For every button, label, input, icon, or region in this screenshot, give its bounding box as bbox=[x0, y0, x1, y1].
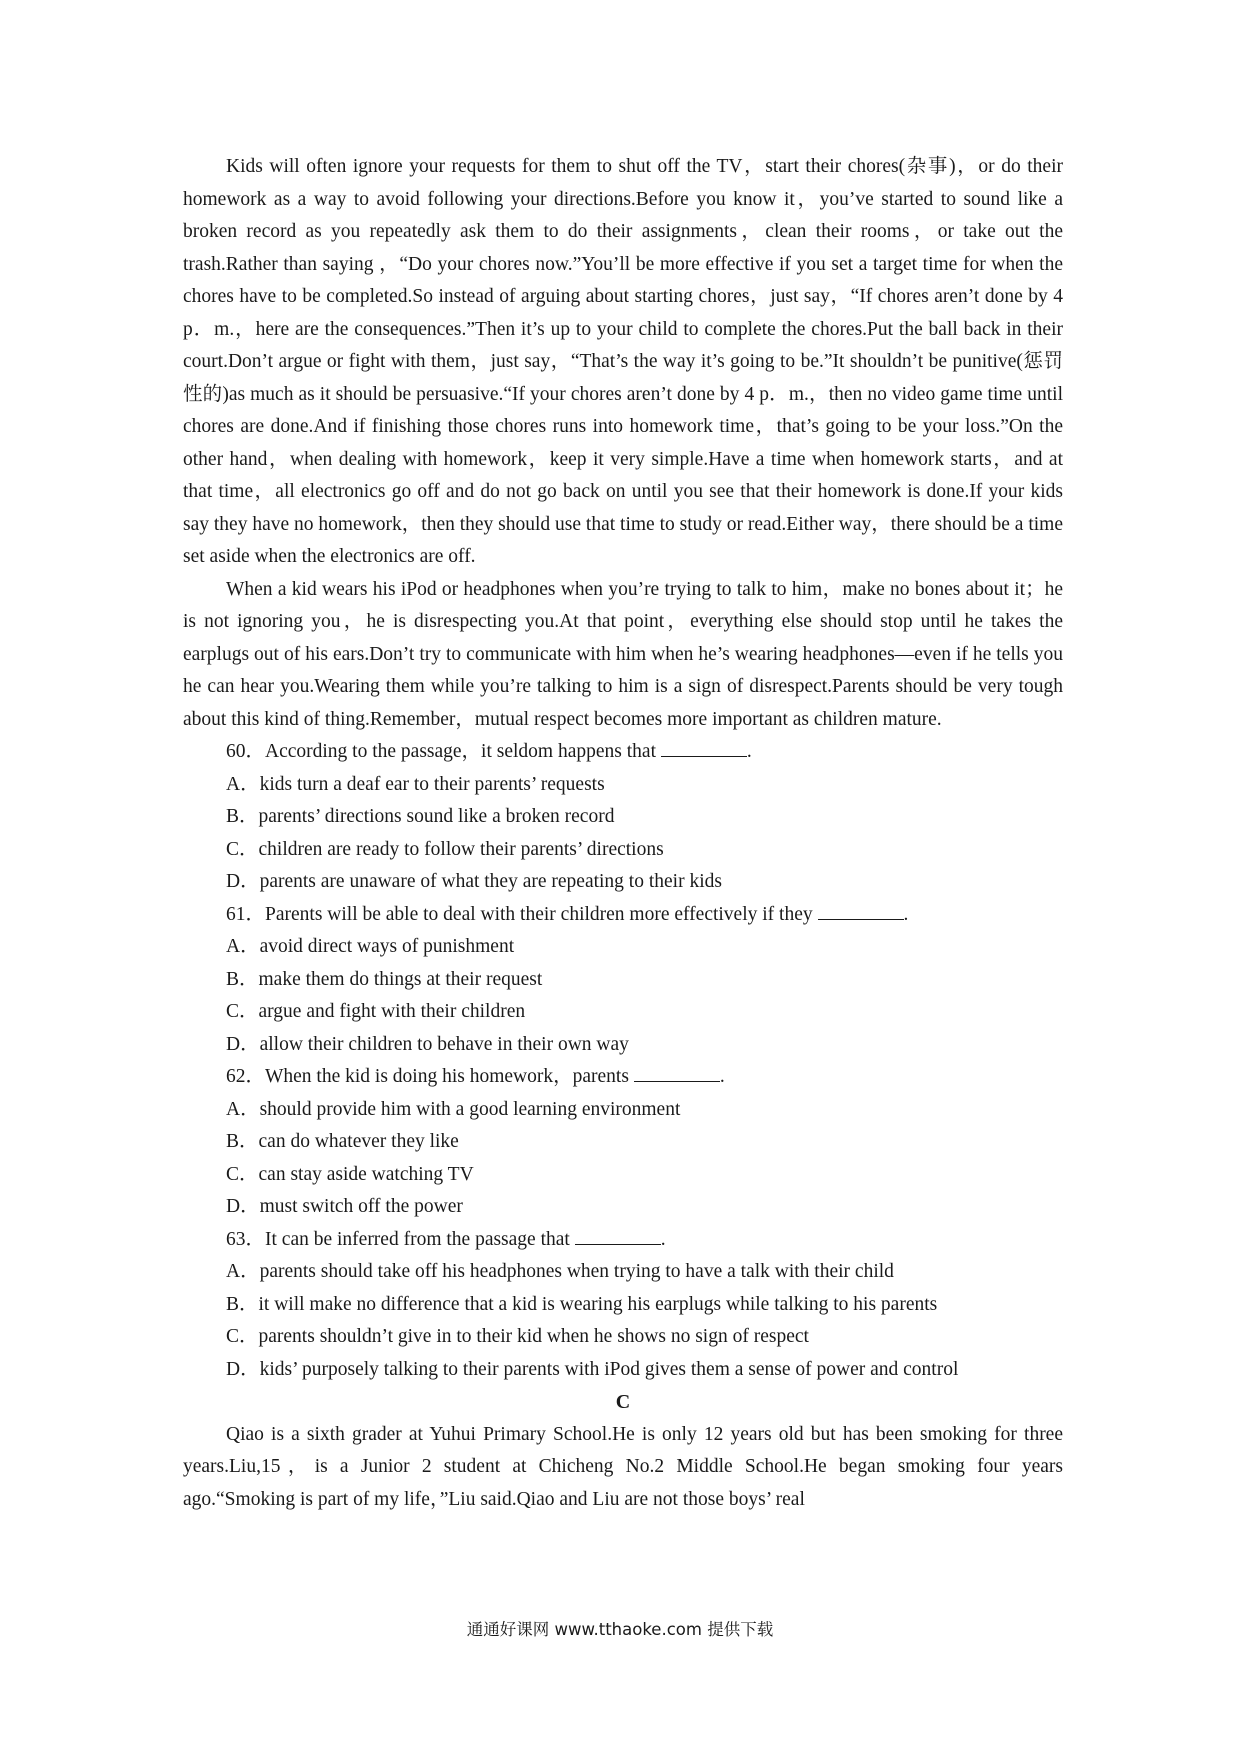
question-end: . bbox=[746, 741, 752, 762]
answer-blank bbox=[818, 901, 904, 920]
question-stem: 61．Parents will be able to deal with their children more effectively if they bbox=[226, 903, 818, 925]
passage-b-paragraph-1: Kids will often ignore your requests for them to shut off the TV，start their chores(杂事)，or do their homework as a way to avoid following your directions.Before you know it，you’ve started to sound like a broken record as you repeatedly ask them to do their assignments，clean their rooms，or take out the trash.Rather than saying ，“Do your chores now.”You’ll be more effective if you set a target time for when the chores have to be completed.So instead of arguing about starting chores，just say，“If chores aren’t done by 4 p．m.，here are the consequences.”Then it’s up to your child to complete the chores.Put the ball back in their court.Don’t argue or fight with them，just say，“That’s the way it’s going to be.”It shouldn’t be punitive(惩罚性的)as much as it should be persuasive.“If your chores aren’t done by 4 p．m.，then no video game time until chores are done.And if finishing those chores runs into homework time，that’s going to be your loss.”On the other hand，when dealing with homework，keep it very simple.Have a time when homework starts，and at that time，all electronics go off and do not go back on until you see that their homework is done.If your kids say they have no homework，then they should use that time to study or read.Either way，there should be a time set aside when the electronics are off. bbox=[183, 156, 1063, 567]
option-60-c: C．children are ready to follow their parents’ directions bbox=[226, 838, 664, 860]
passage-b-paragraph-2: When a kid wears his iPod or headphones when you’re trying to talk to him，make no bones about it；he is not ignoring you，he is disrespecting you.At that point，everything else should stop until he takes the earplugs out of his ears.Don’t try to communicate with him when he’s wearing headphones—even if he tells you he can hear you.Wearing them while you’re talking to him is a sign of disrespect.Parents should be very tough about this kind of thing.Remember，mutual respect becomes more important as children mature. bbox=[183, 578, 1063, 730]
question-stem: 63．It can be inferred from the passage that bbox=[226, 1228, 575, 1250]
answer-blank bbox=[634, 1063, 720, 1082]
question-62 bbox=[183, 1061, 1063, 1094]
question-end: . bbox=[903, 903, 909, 925]
option-63-b: B．it will make no difference that a kid is wearing his earplugs while talking to his parents bbox=[226, 1293, 938, 1315]
question-end: . bbox=[719, 1066, 725, 1087]
passage-c-paragraph: Qiao is a sixth grader at Yuhui Primary School.He is only 12 years old but has been smoking for three years.Liu,15，is a Junior 2 student at Chicheng No.2 Middle School.He began smoking four years ago.“Smoking is part of my life，”Liu said.Qiao and Liu are not those boys’ real bbox=[183, 1423, 1063, 1510]
question-61 bbox=[183, 899, 1063, 932]
option-62-a: A．should provide him with a good learning environment bbox=[226, 1098, 681, 1120]
question-63 bbox=[183, 1224, 1063, 1257]
option-61-a: A．avoid direct ways of punishment bbox=[226, 936, 515, 957]
section-title: C bbox=[615, 1391, 631, 1413]
question-stem: 60．According to the passage，it seldom happens that bbox=[226, 741, 661, 762]
option-62-c: C．can stay aside watching TV bbox=[226, 1163, 474, 1185]
answer-blank bbox=[575, 1226, 661, 1245]
option-63-a: A．parents should take off his headphones when trying to have a talk with their child bbox=[226, 1261, 894, 1282]
question-list bbox=[183, 736, 1063, 1386]
option-60-d: D．parents are unaware of what they are repeating to their kids bbox=[226, 871, 722, 892]
option-63-d: D．kids’ purposely talking to their parents with iPod gives them a sense of power and control bbox=[226, 1358, 959, 1380]
option-60-b: B．parents’ directions sound like a broken record bbox=[226, 806, 615, 827]
answer-blank bbox=[661, 738, 747, 757]
option-62-b: B．can do whatever they like bbox=[226, 1131, 459, 1152]
question-60 bbox=[183, 736, 1063, 769]
option-62-d: D．must switch off the power bbox=[226, 1196, 463, 1217]
option-61-d: D．allow their children to behave in their own way bbox=[226, 1033, 629, 1055]
question-stem: 62．When the kid is doing his homework，parents bbox=[226, 1066, 634, 1087]
option-63-c: C．parents shouldn’t give in to their kid when he shows no sign of respect bbox=[226, 1326, 809, 1347]
question-end: . bbox=[660, 1228, 666, 1250]
option-61-c: C．argue and fight with their children bbox=[226, 1001, 526, 1022]
document-page bbox=[183, 151, 1063, 1516]
option-60-a: A．kids turn a deaf ear to their parents’ requests bbox=[226, 773, 605, 795]
option-61-b: B．make them do things at their request bbox=[226, 968, 543, 990]
page-footer: 通通好课网 www.tthaoke.com 提供下载 bbox=[466, 1620, 774, 1639]
